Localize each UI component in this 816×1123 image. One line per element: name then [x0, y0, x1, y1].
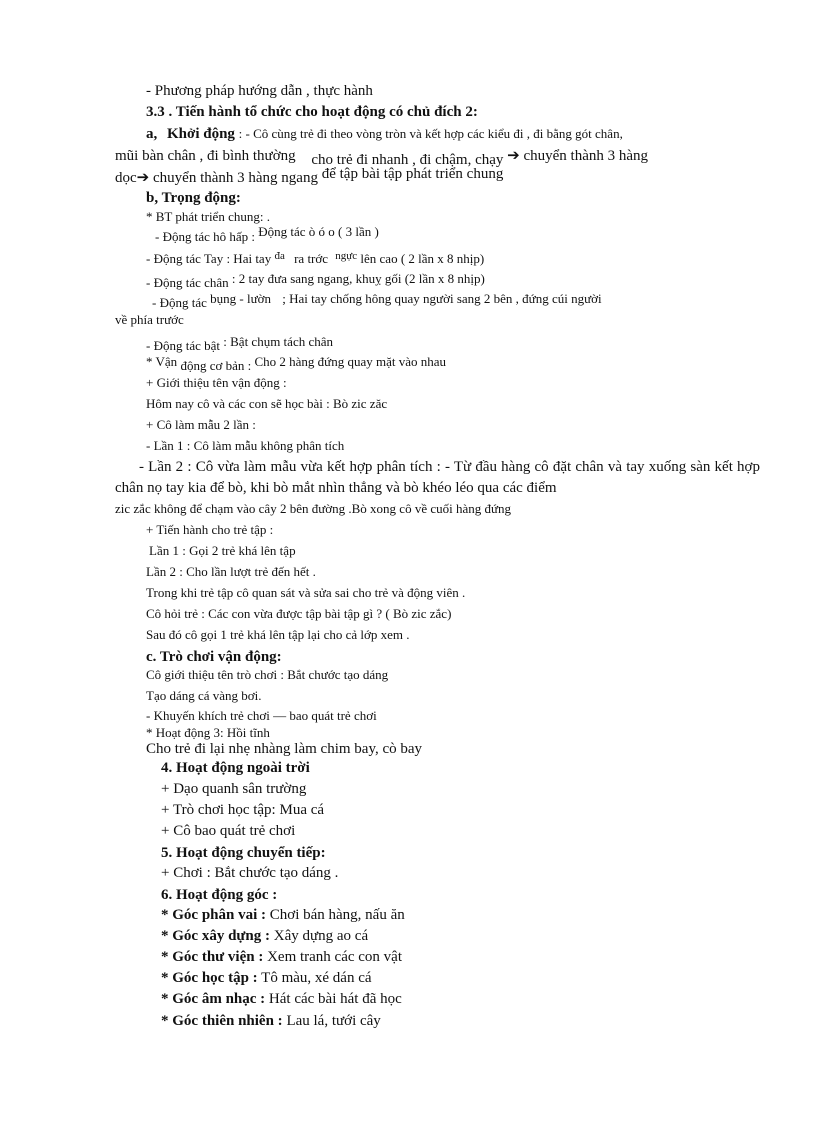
corner-library-text: Xem tranh các con vật: [267, 949, 403, 965]
corner-learning-line: [161, 969, 372, 987]
corner-music-line: [161, 990, 402, 1008]
intro-movement-line: + Giới thiệu tên vận động :: [146, 375, 287, 390]
warmup-line-3: [115, 166, 504, 187]
demo-second-text: - Lần 2 : Cô vừa làm mẫu vừa kết hợp phân tích : - Từ đầu hàng cô đặt chân và tay xuống sàn kết hợp chân nọ tay kia để bò, khi bò mắt nhìn thẳng và bò khéo léo qua các điểm: [115, 459, 760, 496]
breathing-label: - Động tác hô hấp :: [155, 229, 256, 244]
practice-second-line: Lần 2 : Cho lần lượt trẻ đến hết .: [146, 564, 316, 579]
warmup-text-3c: để tập bài tập phát triển chung: [321, 166, 504, 182]
warmup-text-2c: chuyển thành 3 hàng: [523, 148, 649, 164]
practice-first-line: Lần 1 : Gọi 2 trẻ khá lên tập: [149, 543, 296, 558]
transition-activity-heading: 5. Hoạt động chuyển tiếp:: [161, 845, 326, 861]
abdomen-label-b: bụng - lườn: [210, 291, 271, 306]
jump-text: : Bật chụm tách chân: [223, 334, 334, 349]
warmup-label: Khởi động: [167, 126, 235, 142]
corner-nature-label: * Góc thiên nhiên :: [161, 1013, 283, 1029]
demo-second-paragraph: [115, 457, 760, 499]
outdoor-activity-heading: 4. Hoạt động ngoài trời: [161, 760, 310, 776]
warmup-line-2: [115, 147, 649, 168]
basic-movement-text: Cho 2 hàng đứng quay mặt vào nhau: [254, 354, 447, 369]
outdoor-walk-line: + Dạo quanh sân trường: [161, 781, 307, 797]
abdomen-line-2: về phía trước: [115, 312, 184, 327]
general-exercise-line: * BT phát triển chung: .: [146, 209, 270, 224]
corner-learning-text: Tô màu, xé dán cá: [261, 970, 372, 986]
demo-second-line-3: zic zắc không để chạm vào cây 2 bên đường .Bò xong cô về cuối hàng đứng: [115, 501, 512, 516]
corner-building-label: * Góc xây dựng :: [161, 928, 271, 944]
arm-exercise-line: [146, 250, 484, 269]
section-3-3-heading: 3.3 . Tiến hành tổ chức cho hoạt động có chủ đích 2:: [146, 104, 478, 120]
basic-movement-line: [146, 353, 446, 371]
practice-line: + Tiến hành cho trẻ tập :: [146, 522, 274, 537]
arm-text-c: ra trớc: [294, 251, 329, 266]
corner-nature-line: [161, 1012, 381, 1030]
repeat-line: Sau đó cô gọi 1 trẻ khá lên tập lại cho cả lớp xem .: [146, 627, 410, 642]
arm-text-d: ngực: [335, 250, 358, 262]
demo-twice-line: + Cô làm mẫu 2 lần :: [146, 417, 256, 432]
corner-music-label: * Góc âm nhạc :: [161, 991, 266, 1007]
leg-text: : 2 tay đưa sang ngang, khuỵ gối (2 lần x 8 nhịp): [231, 271, 485, 286]
corner-roleplay-label: * Góc phân vai :: [161, 907, 267, 923]
item-a-marker: a,: [146, 126, 158, 142]
warmup-text-3a: dọc: [115, 170, 137, 186]
game-pose-line: Tạo dáng cá vàng bơi.: [146, 688, 262, 703]
right-arrow-icon: ➔: [507, 148, 520, 164]
corner-library-line: [161, 948, 402, 966]
abdomen-label-a: - Động tác: [152, 295, 207, 310]
breathing-exercise-line: [155, 224, 379, 246]
corner-building-line: [161, 927, 368, 945]
breathing-text: Động tác ò ó o ( 3 lần ): [258, 224, 379, 239]
arm-text-b: đa: [274, 250, 285, 262]
today-lesson-line: Hôm nay cô và các con sẽ học bài : Bò zic zăc: [146, 396, 388, 411]
warmup-text-2a: mũi bàn chân , đi bình thường: [115, 148, 296, 164]
game-intro-line: Cô giới thiệu tên trò chơi : Bắt chước tạo dáng: [146, 667, 389, 682]
outdoor-game-line: + Trò chơi học tập: Mua cá: [161, 802, 325, 818]
jump-exercise-line: [146, 333, 333, 351]
activity-3-line: * Hoạt động 3: Hồi tĩnh: [146, 725, 270, 740]
corner-nature-text: Lau lá, tưới cây: [286, 1013, 381, 1029]
warmup-text-2b: cho trẻ đi nhanh , đi chậm, chạy: [311, 152, 504, 168]
basic-movement-a: * Vận: [146, 354, 178, 369]
warmup-text-3b: chuyển thành 3 hàng ngang: [153, 170, 318, 186]
abdomen-exercise-line: [152, 290, 602, 308]
corner-learning-label: * Góc học tập :: [161, 970, 258, 986]
warmup-line: [146, 125, 623, 143]
leg-label: - Động tác chân: [146, 275, 229, 290]
corner-roleplay-line: [161, 906, 405, 924]
method-line: - Phương pháp hướng dẫn , thực hành: [146, 83, 373, 99]
observe-line: Trong khi trẻ tập cô quan sát và sửa sai cho trẻ và động viên .: [146, 585, 466, 600]
basic-movement-b: động cơ bản :: [180, 358, 252, 373]
corner-activity-heading: 6. Hoạt động góc :: [161, 887, 278, 903]
transition-play-line: + Chơi : Bắt chước tạo dáng .: [161, 865, 339, 881]
abdomen-text: ; Hai tay chống hông quay người sang 2 bên , đứng cúi người: [282, 291, 602, 306]
outdoor-supervise-line: + Cô bao quát trẻ chơi: [161, 823, 296, 839]
corner-library-label: * Góc thư viện :: [161, 949, 264, 965]
main-activity-heading: b, Trọng động:: [146, 190, 241, 206]
game-encourage-line: - Khuyến khích trẻ chơi — bao quát trẻ chơi: [146, 708, 377, 723]
arm-text-e: lên cao ( 2 lần x 8 nhịp): [360, 251, 485, 266]
movement-game-heading: c. Trò chơi vận động:: [146, 649, 282, 665]
cooldown-line: Cho trẻ đi lại nhẹ nhàng làm chim bay, cò bay: [146, 741, 423, 757]
leg-exercise-line: [146, 270, 485, 288]
right-arrow-icon: ➔: [136, 170, 150, 186]
warmup-text: : - Cô cùng trẻ đi theo vòng tròn và kết hợp các kiểu đi , đi bằng gót chân,: [238, 126, 623, 141]
corner-building-text: Xây dựng ao cá: [273, 928, 369, 944]
corner-music-text: Hát các bài hát đã học: [268, 991, 402, 1007]
arm-label: - Động tác Tay : Hai tay: [146, 251, 272, 266]
demo-first-line: - Lần 1 : Cô làm mẫu không phân tích: [146, 438, 345, 453]
question-line: Cô hỏi trẻ : Các con vừa được tập bài tập gì ? ( Bò zic zắc): [146, 606, 452, 621]
jump-label: - Động tác bật: [146, 338, 221, 353]
corner-roleplay-text: Chơi bán hàng, nấu ăn: [269, 907, 405, 923]
